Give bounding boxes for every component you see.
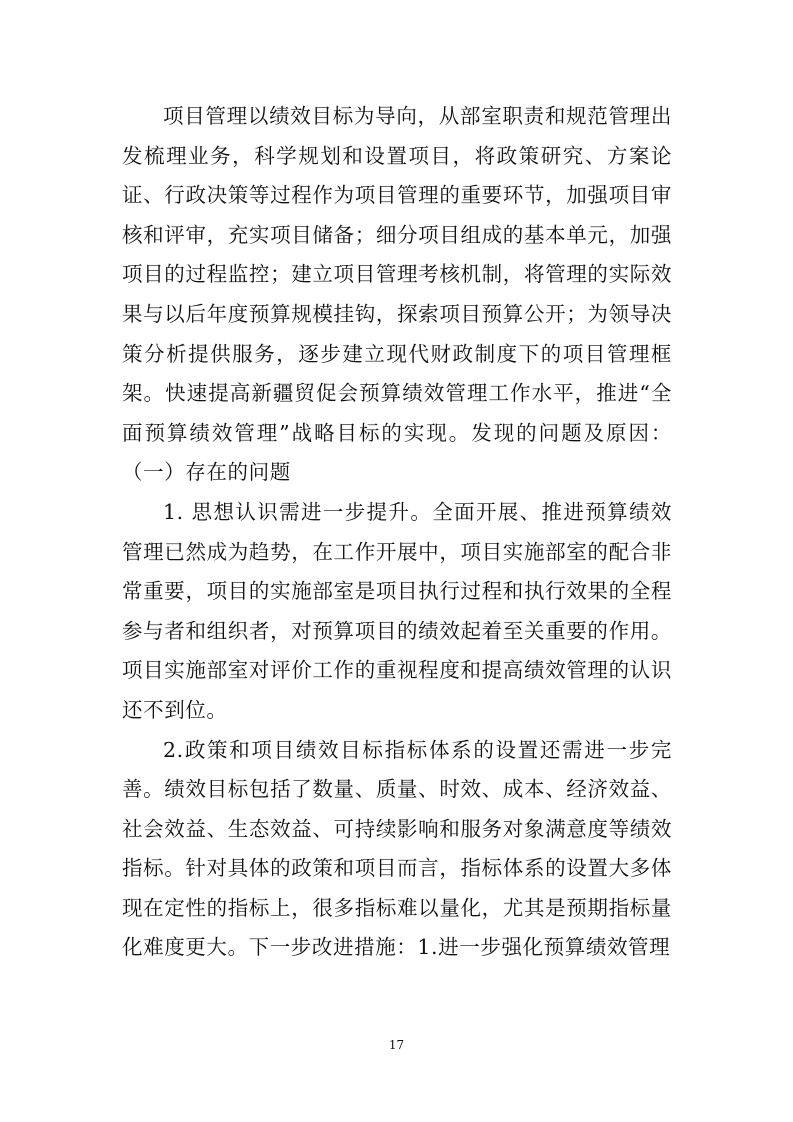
paragraph-project-management: 项目管理以绩效目标为导向，从部室职责和规范管理出发梳理业务，科学规划和设置项目，将政策研究、方案论证、行政决策等过程作为项目管理的重要环节，加强项目审核和评审，充实项目储备；细分项目组成的基本单元，加强项目的过程监控；建立项目管理考核机制，将管理的实际效果与以后年度预算规模挂钩，探索项目预算公开；为领导决策分析提供服务，逐步建立现代财政制度下的项目管理框架。快速提高新疆贸促会预算绩效管理工作水平，推进“全面预算绩效管理”战略目标的实现。发现的问题及原因：（一）存在的问题 xyxy=(122,104,672,485)
paragraph-awareness-issue: 1. 思想认识需进一步提升。全面开展、推进预算绩效管理已然成为趋势，在工作开展中，项目实施部室的配合非常重要，项目的实施部室是项目执行过程和执行效果的全程参与者和组织者，对预算项目的绩效起着至关重要的作用。项目实施部室对评价工作的重视程度和提高绩效管理的认识还不到位。 xyxy=(122,499,672,722)
page-number: 17 xyxy=(388,1038,405,1052)
paragraph-indicator-system-issue: 2.政策和项目绩效目标指标体系的设置还需进一步完善。绩效目标包括了数量、质量、时效、成本、经济效益、社会效益、生态效益、可持续影响和服务对象满意度等绩效指标。针对具体的政策和项目而言，指标体系的设置大多体现在定性的指标上，很多指标难以量化，尤其是预期指标量化难度更大。下一步改进措施：1.进一步强化预算绩效管理 xyxy=(122,737,672,960)
body-text xyxy=(122,97,672,968)
